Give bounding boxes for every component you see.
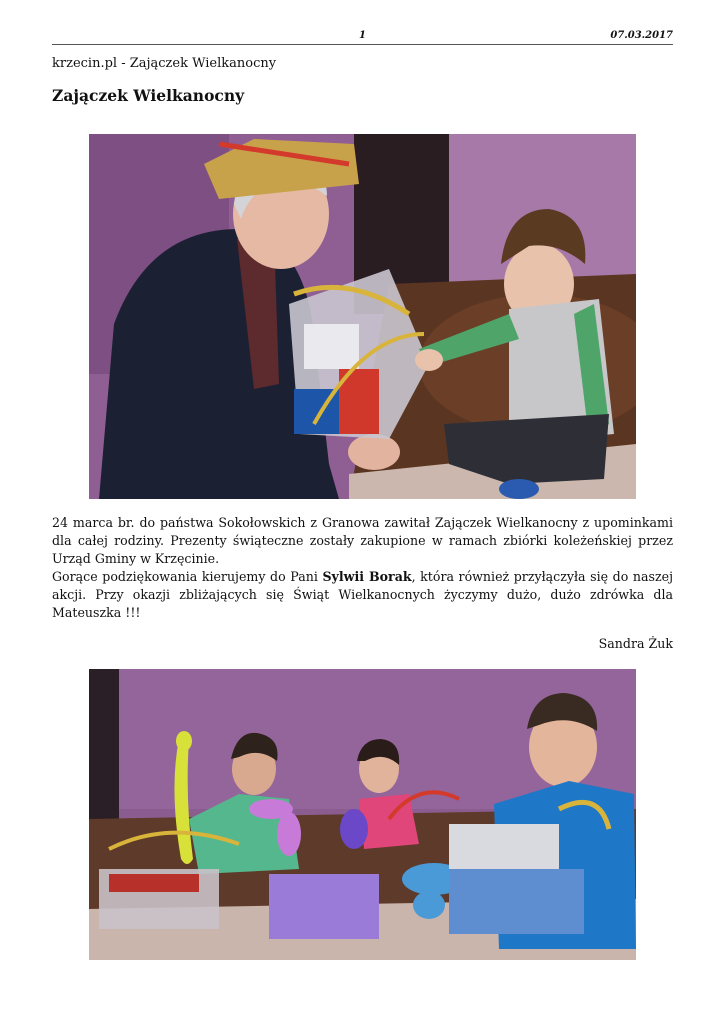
- article-author: Sandra Żuk: [598, 636, 673, 651]
- photo-gift-handover: [89, 134, 636, 499]
- thanks-text-end: , która również przyłączyła się do naszej akcji. Przy okazji zbliżających się Świąt Wielkanocnych życzymy dużo, dużo zdrówka dla Mateuszka !!!: [52, 569, 673, 620]
- paragraph-thanks: [52, 568, 673, 622]
- photo-children-with-gifts: [89, 669, 636, 960]
- article-body: [52, 514, 673, 622]
- site-breadcrumb: krzecin.pl - Zajączek Wielkanocny: [52, 56, 277, 71]
- thanked-person-name: Sylwii Borak: [322, 569, 412, 584]
- article-title: Zajączek Wielkanocny: [52, 86, 245, 105]
- thanks-text-start: Gorące podziękowania kierujemy do Pani: [52, 569, 323, 584]
- page-header: [52, 28, 673, 45]
- paragraph-intro: 24 marca br. do państwa Sokołowskich z Granowa zawitał Zajączek Wielkanocny z upominkami dla całej rodziny. Prezenty świąteczne zostały zakupione w ramach zbiórki koleżeńskiej przez Urząd Gminy w Krzęcinie.: [52, 515, 673, 566]
- header-date: 07.03.2017: [610, 30, 673, 41]
- page-number: 1: [359, 30, 366, 41]
